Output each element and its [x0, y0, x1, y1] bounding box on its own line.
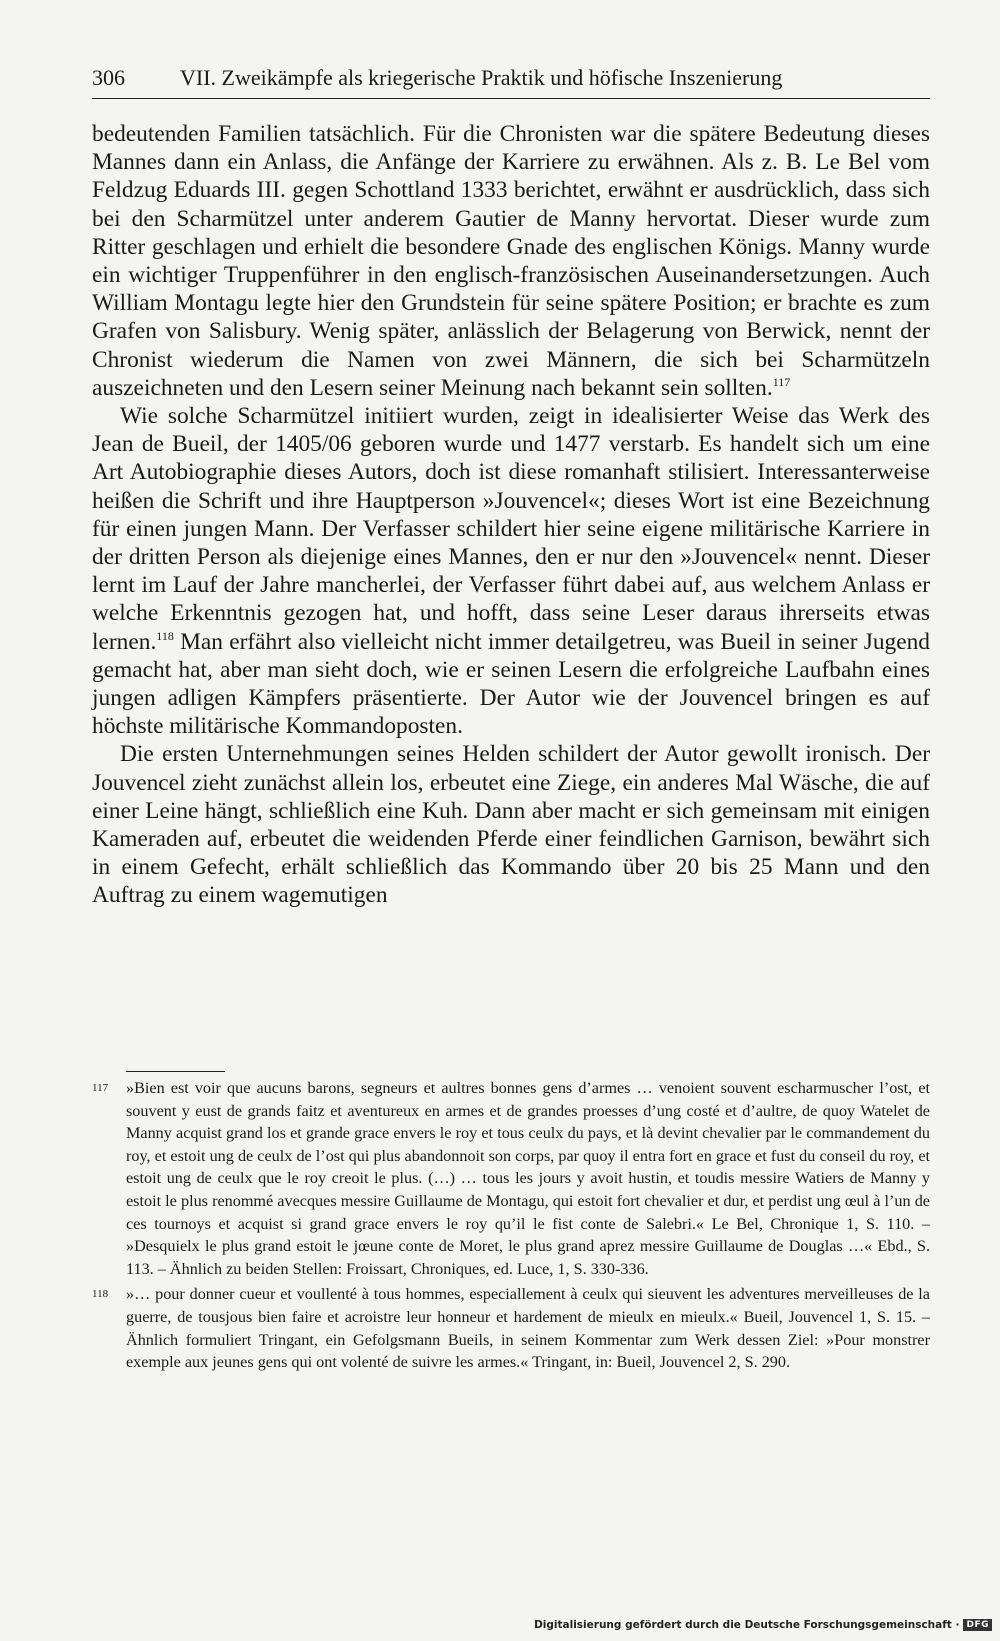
paragraph	[92, 402, 930, 740]
footnote-number: 118	[92, 1288, 109, 1301]
running-title: VII. Zweikämpfe als kriegerische Praktik und höfische Inszenierung	[180, 65, 783, 90]
paragraph-text: Die ersten Unternehmungen seines Helden schildert der Autor gewollt ironisch. Der Jouvencel zieht zunächst allein los, erbeutet eine Ziege, ein anderes Mal Wäsche, die auf einer Leine hängt, schließlich eine Kuh. Dann aber macht er sich gemeinsam mit einigen Kameraden auf, erbeutet die weidenden Pferde einer feindlichen Garnison, bewährt sich in einem Gefecht, erhält schließlich das Kommando über 20 bis 25 Mann und den Auftrag zu einem wagemutigen	[92, 741, 930, 909]
page-number: 306	[92, 65, 125, 90]
footnote	[92, 1283, 930, 1373]
running-head	[92, 64, 930, 99]
footnote-divider	[126, 1071, 225, 1072]
footnote-ref: 118	[156, 628, 174, 643]
footnote-number: 117	[92, 1082, 109, 1094]
paragraph-text-continued: Man erfährt also vielleicht nicht immer detailgetreu, was Bueil in seiner Jugend gemacht hat, aber man sieht doch, wie er seinen Lesern die erfolgreiche Laufbahn eines jungen adligen Kämpfers präsentierte. Der Autor wie der Jouvencel bringen es auf höchste militärische Kommandoposten.	[92, 628, 930, 740]
paragraph	[92, 740, 930, 909]
paragraph-text: Wie solche Scharmützel initiiert wurden, zeigt in idealisierter Weise das Werk des Jean de Bueil, der 1405/06 geboren wurde und 1477 verstarb. Es handelt sich um eine Art Autobiographie dieses Autors, doch ist diese romanhaft stilisiert. Interessanterweise heißen die Schrift und ihre Hauptperson »Jouvencel«; dieses Wort ist eine Bezeichnung für einen jungen Mann. Der Verfasser schildert hier seine eigene militärische Karriere in der dritten Person als diejenige eines Mannes, den er nur den »Jouvencel« nennt. Dieser lernt im Lauf der Jahre mancherlei, der Verfasser führt dabei auf, aus welchem Anlass er welche Erkenntnis gezogen hat, und hofft, dass seine Leser daraus ihrerseits etwas lernen.	[92, 403, 930, 655]
paragraph	[92, 120, 930, 402]
footnotes	[92, 1077, 930, 1377]
footnote	[92, 1077, 930, 1280]
dfg-logo: DFG	[963, 1619, 992, 1631]
main-text	[92, 120, 930, 910]
footnote-text: »… pour donner cueur et voullenté à tous hommes, especiallement à ceulx qui sieuvent les adventures merveilleuses de la guerre, de tousjous bien faire et acroistre leur honneur et hardement de mieulx en mieulx.« Bueil, Jouvencel 1, S. 15. – Ähnlich formuliert Tringant, ein Gefolgsmann Bueils, in seinem Kommentar zum Werk dessen Ziel: »Pour monstrer exemple aux jeunes gens qui ont volenté de suivre les armes.« Tringant, in: Bueil, Jouvencel 2, S. 290.	[126, 1285, 930, 1372]
footnote-ref: 117	[772, 375, 791, 390]
footnote-text: »Bien est voir que aucuns barons, segneurs et aultres bonnes gens d’armes … venoient souvent escharmuscher l’ost, et souvent y eust de grands faitz et aventureux en armes et de grandes proesses d’ung costé et d’aultre, de quoy Watelet de Manny acquist grand los et grande grace envers le roy et tous ceulx du pays, et là devint chevalier par le commandement du roy, et estoit ung de ceulx de l’ost qui plus abandonnoit son corps, par quoy il entra fort en grace et fust du conseil du roy, et estoit ung de ceulx que le roy creoit le plus. (…) … tous les jours y avoit hustin, et toudis messire Watiers de Manny y estoit le plus renommé avecques messire Guillaume de Montagu, qui estoit fort chevalier et dur, et perdist ung œul à l’un de ces tournoys et acquist si grand grace envers le roy qu’il le fist conte de Salebri.« Le Bel, Chronique 1, S. 110. – »Desquielx le plus grand estoit le jœune conte de Moret, le plus grand aprez messire Guillaume de Douglas …« Ebd., S. 113. – Ähnlich zu beiden Stellen: Froissart, Chroniques, ed. Luce, 1, S. 330-336.	[126, 1079, 930, 1278]
digitization-credit	[534, 1619, 992, 1631]
credit-text: Digitalisierung gefördert durch die Deutsche Forschungsgemeinschaft ·	[534, 1619, 960, 1631]
paragraph-text: bedeutenden Familien tatsächlich. Für die Chronisten war die spätere Bedeutung dieses Mannes dann ein Anlass, die Anfänge der Karriere zu erwähnen. Als z. B. Le Bel vom Feldzug Eduards III. gegen Schottland 1333 berichtet, erwähnt er ausdrücklich, dass sich bei den Scharmützel unter anderem Gautier de Manny hervortat. Dieser wurde zum Ritter geschlagen und erhielt die besondere Gnade des englischen Königs. Manny wurde ein wichtiger Truppenführer in den englisch-französischen Auseinandersetzungen. Auch William Montagu legte hier den Grundstein für seine spätere Position; er brachte es zum Grafen von Salisbury. Wenig später, anlässlich der Belagerung von Berwick, nennt der Chronist wiederum die Namen von zwei Männern, die sich bei Scharmützeln auszeichneten und den Lesern seiner Meinung nach bekannt sein sollten.	[92, 121, 930, 401]
